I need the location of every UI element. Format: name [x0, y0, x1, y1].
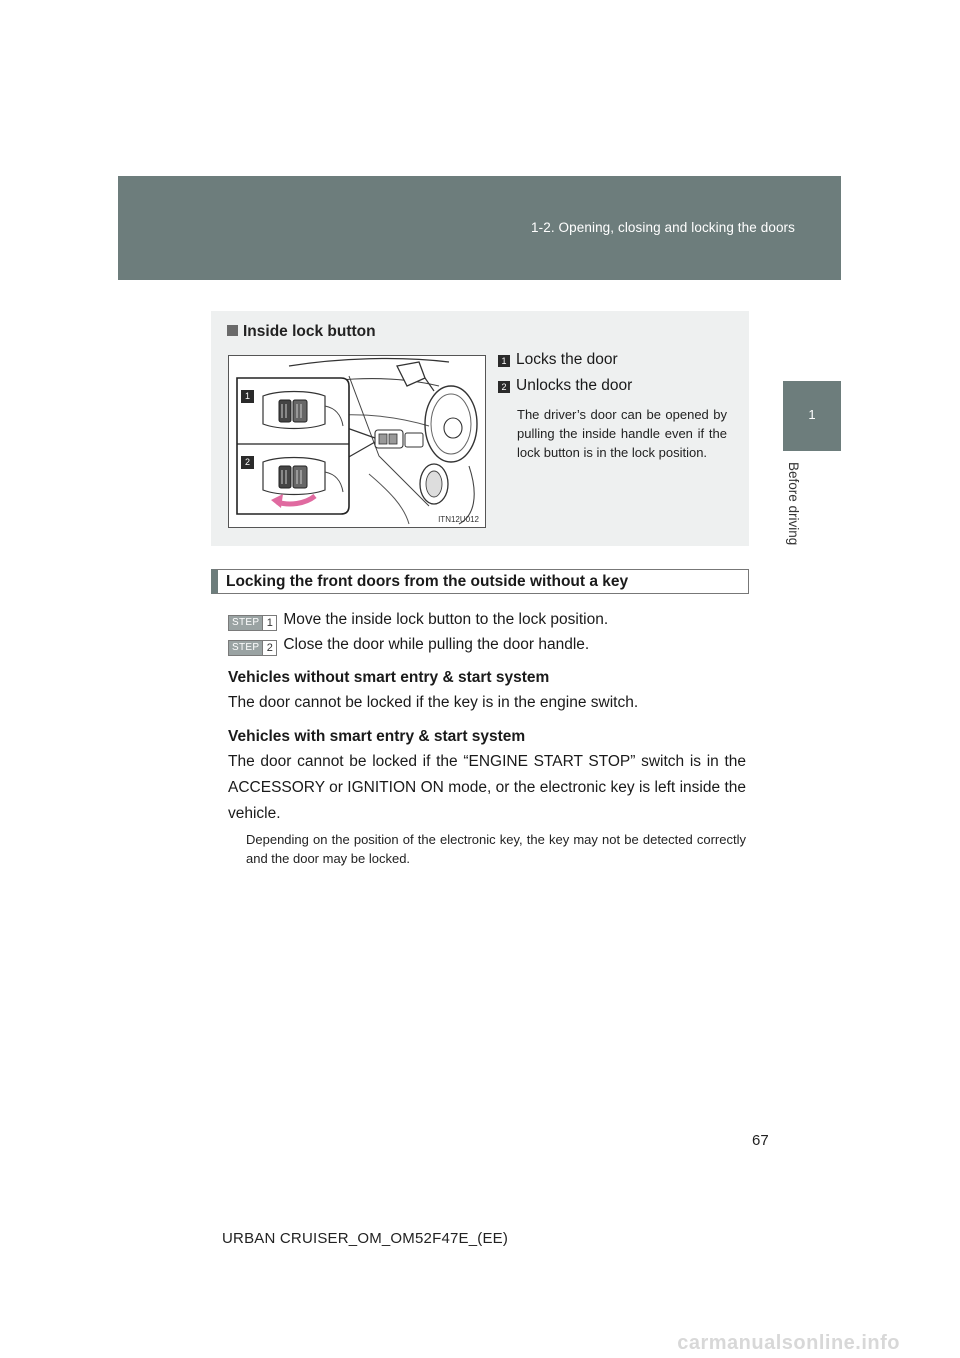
section-heading-bar: [211, 569, 749, 594]
callout-text: Unlocks the door: [516, 377, 633, 394]
marker-2-icon: 2: [498, 381, 510, 393]
smart-entry-note: Depending on the position of the electronic key, the key may not be detected correctly and the door may be locked.: [246, 832, 746, 866]
watermark: carmanualsonline.info: [677, 1332, 900, 1354]
chapter-number: 1: [808, 407, 816, 422]
marker-1-icon: 1: [241, 390, 254, 403]
page-number: 67: [752, 1132, 769, 1149]
inside-lock-info-box: [211, 311, 749, 546]
document-code: URBAN CRUISER_OM_OM52F47E_(EE): [222, 1230, 509, 1247]
section-heading: Locking the front doors from the outside without a key: [226, 573, 629, 590]
paragraph-with-smart-entry: The door cannot be locked if the “ENGINE START STOP” switch is in the ACCESSORY or IGNITION ON mode, or the electronic key is left inside the vehicle.: [228, 753, 746, 822]
chapter-label: Before driving: [786, 462, 801, 546]
step-text: Move the inside lock button to the lock position.: [283, 611, 609, 628]
watermark-bar: [0, 1320, 960, 1358]
marker-1-icon: 1: [498, 355, 510, 367]
door-lock-illustration: [228, 355, 486, 528]
callout-unlocks: [498, 377, 632, 395]
paragraph-without-smart-entry: The door cannot be locked if the key is in the engine switch.: [228, 694, 639, 711]
chapter-label-wrap: [784, 462, 804, 562]
info-note: The driver’s door can be opened by pulling the inside handle even if the lock button is in the lock position.: [517, 407, 727, 460]
illustration-code: ITN12U012: [438, 515, 479, 524]
step-1: [228, 611, 608, 631]
info-box-title-text: Inside lock button: [243, 323, 376, 340]
info-box-title: [227, 323, 376, 341]
chapter-tab: [783, 381, 841, 451]
marker-2-icon: 2: [241, 456, 254, 469]
header-band: [118, 176, 841, 280]
section-title: 1-2. Opening, closing and locking the doors: [531, 220, 795, 235]
subheading-without-smart-entry: Vehicles without smart entry & start system: [228, 669, 550, 686]
step-badge: STEP 1: [228, 615, 277, 631]
square-bullet-icon: [227, 325, 238, 336]
callout-locks: [498, 351, 618, 369]
subheading-with-smart-entry: Vehicles with smart entry & start system: [228, 728, 526, 745]
step-text: Close the door while pulling the door handle.: [283, 636, 590, 653]
callout-text: Locks the door: [516, 351, 618, 368]
step-badge: STEP 2: [228, 640, 277, 656]
car-interior-drawing: [229, 356, 485, 527]
step-2: [228, 636, 589, 656]
